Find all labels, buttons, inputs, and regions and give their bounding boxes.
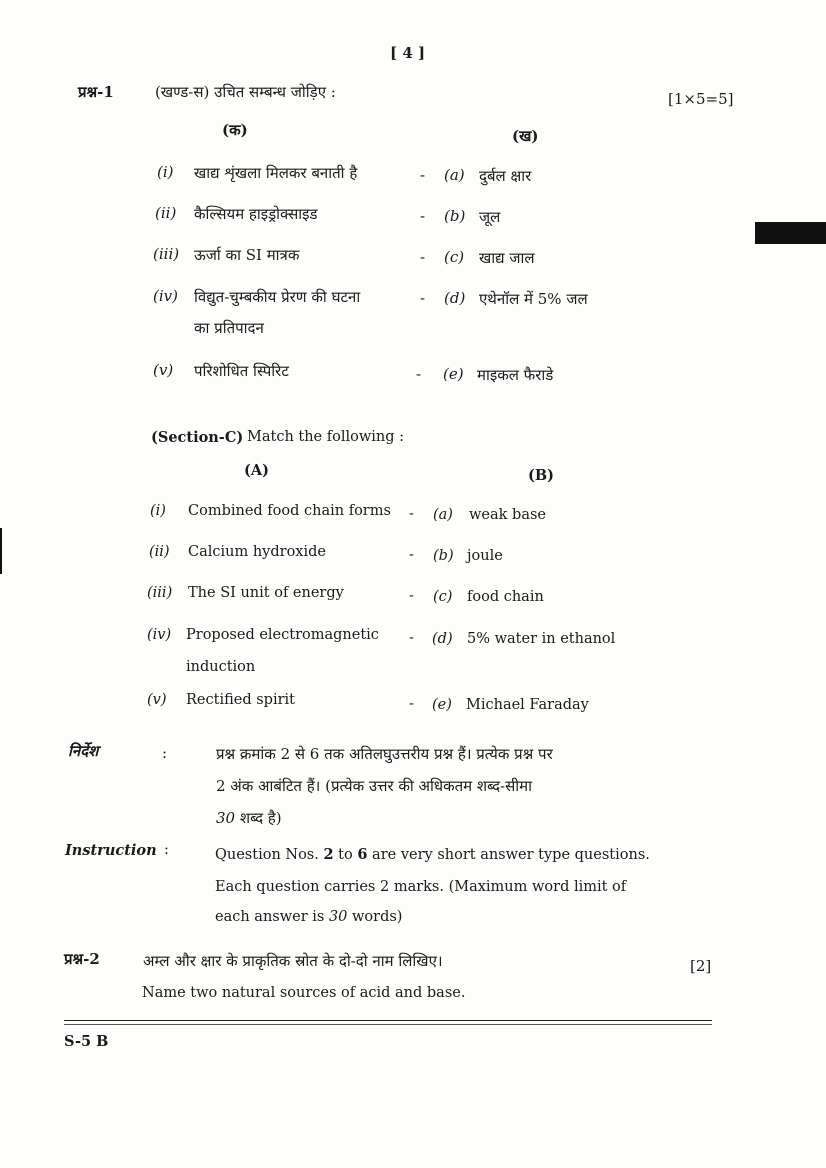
q1-label: प्रश्न-1 <box>78 83 114 101</box>
instruction-en-pre: Question Nos. <box>215 847 319 863</box>
hi-row-dash: - <box>420 166 426 184</box>
footer-code: S-5 B <box>64 1033 109 1050</box>
hi-row-opt: (c) <box>444 248 465 266</box>
en-row-right: food chain <box>467 589 544 605</box>
en-row-num: (i) <box>150 503 166 519</box>
en-row-dash: - <box>409 696 414 712</box>
q1-section-hi: (खण्ड-स) उचित सम्बन्ध जोड़िए : <box>155 83 336 101</box>
en-row-opt: (b) <box>433 548 454 564</box>
hi-col-a: (क) <box>222 121 248 139</box>
instruction-hi-line3 <box>216 808 282 828</box>
hi-row-opt: (b) <box>444 207 466 225</box>
instruction-en-label: Instruction <box>65 842 157 859</box>
en-row-opt: (e) <box>432 697 452 713</box>
en-row-right: 5% water in ethanol <box>467 631 616 647</box>
hi-row-right: दुर्बल क्षार <box>479 167 532 185</box>
instruction-en-line2: Each question carries 2 marks. (Maximum word limit of <box>215 879 627 895</box>
en-row-num: (v) <box>147 692 167 708</box>
en-row-left: The SI unit of energy <box>188 585 344 601</box>
q2-marks: [2] <box>690 957 712 975</box>
hi-row-num: (iii) <box>153 245 180 263</box>
hi-row-right: एथेनॉल में 5% जल <box>479 290 588 308</box>
instruction-hi-line2: 2 अंक आबंटित हैं। (प्रत्येक उत्तर की अधिकतम शब्द-सीमा <box>216 777 533 795</box>
instruction-en-post: are very short answer type questions. <box>372 847 650 863</box>
hi-row-num: (iv) <box>153 287 178 305</box>
instruction-en-line3 <box>215 909 402 925</box>
en-row-left: Rectified spirit <box>186 692 295 708</box>
q1-marks: [1×5=5] <box>668 90 734 108</box>
en-row-opt: (a) <box>433 507 453 523</box>
footer-rule <box>64 1020 712 1021</box>
hi-row-opt: (a) <box>444 166 465 184</box>
hi-row-dash: - <box>420 289 426 307</box>
instruction-en-line3-post: words) <box>352 909 403 925</box>
en-row-num: (ii) <box>149 544 170 560</box>
en-row-dash: - <box>409 630 414 646</box>
instruction-en-from: 2 <box>323 846 334 863</box>
en-row-left: Calcium hydroxide <box>188 544 326 560</box>
en-row-right: joule <box>467 548 503 564</box>
q2-text-en: Name two natural sources of acid and base. <box>142 985 466 1001</box>
hi-row-left: ऊर्जा का SI मात्रक <box>194 246 300 264</box>
hi-row-dash: - <box>416 365 422 383</box>
en-instruction: Match the following : <box>247 429 405 445</box>
en-row-left-cont: induction <box>186 659 256 675</box>
en-row-opt: (d) <box>432 631 453 647</box>
hi-row-dash: - <box>420 248 426 266</box>
instruction-hi-line3-rest: शब्द है) <box>239 809 282 827</box>
hi-row-num: (i) <box>157 163 174 181</box>
instruction-hi-word-limit: 30 <box>216 809 236 827</box>
hi-row-left: कैल्सियम हाइड्रोक्साइड <box>194 205 318 223</box>
hi-row-opt: (d) <box>444 289 466 307</box>
page-number: [ 4 ] <box>390 44 426 62</box>
hi-row-right: खाद्य जाल <box>479 249 535 267</box>
hi-row-opt: (e) <box>443 365 464 383</box>
en-section-label: (Section-C) <box>151 429 244 446</box>
instruction-en-to: 6 <box>357 846 368 863</box>
footer-rule-secondary <box>64 1024 712 1025</box>
hi-col-b: (ख) <box>512 127 539 145</box>
en-row-left: Combined food chain forms <box>188 503 391 519</box>
en-row-right: weak base <box>469 507 546 523</box>
hi-row-left: विद्युत-चुम्बकीय प्रेरण की घटना <box>194 288 361 306</box>
instruction-en-colon: : <box>164 842 169 858</box>
instruction-hi-colon: : <box>162 744 168 762</box>
q2-label: प्रश्न-2 <box>64 950 100 968</box>
en-row-right: Michael Faraday <box>466 697 589 713</box>
hi-row-right: माइकल फैराडे <box>477 366 554 384</box>
en-col-a: (A) <box>244 462 269 479</box>
en-row-num: (iii) <box>147 585 173 601</box>
en-row-dash: - <box>409 547 414 563</box>
en-row-opt: (c) <box>433 589 453 605</box>
instruction-en-to-word: to <box>338 847 353 863</box>
hi-row-left-cont: का प्रतिपादन <box>194 319 264 337</box>
instruction-hi-label: निर्देश <box>68 742 99 760</box>
en-row-dash: - <box>409 506 414 522</box>
hi-row-dash: - <box>420 207 426 225</box>
instruction-hi-line1: प्रश्न क्रमांक 2 से 6 तक अतिलघुउत्तरीय प्रश्न हैं। प्रत्येक प्रश्न पर <box>216 745 553 763</box>
instruction-en-word-limit: 30 <box>328 909 348 925</box>
instruction-en-line1 <box>215 846 650 863</box>
scan-mark-left <box>0 528 2 574</box>
hi-row-left: परिशोधित स्पिरिट <box>194 362 289 380</box>
hi-row-num: (ii) <box>155 204 177 222</box>
hi-row-right: जूल <box>479 208 501 226</box>
hi-row-num: (v) <box>153 361 174 379</box>
en-row-left: Proposed electromagnetic <box>186 627 379 643</box>
en-col-b: (B) <box>528 467 554 484</box>
scan-mark-right <box>755 222 826 244</box>
hi-row-left: खाद्य शृंखला मिलकर बनाती है <box>194 164 358 182</box>
instruction-en-line3-pre: each answer is <box>215 909 325 925</box>
q2-text-hi: अम्ल और क्षार के प्राकृतिक स्रोत के दो-दो नाम लिखिए। <box>143 952 443 970</box>
en-row-dash: - <box>409 588 414 604</box>
en-row-num: (iv) <box>147 627 172 643</box>
